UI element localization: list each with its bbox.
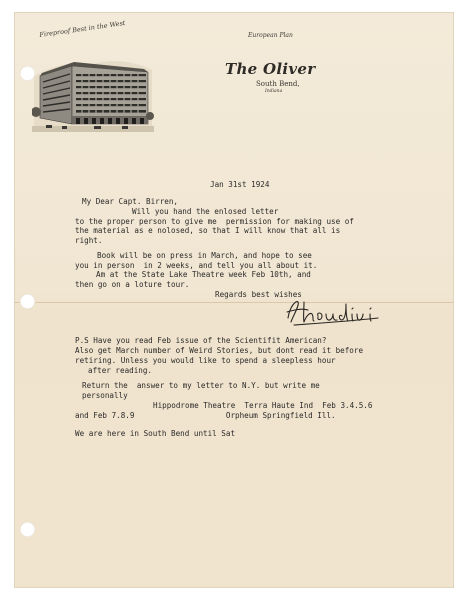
letter-body-line: Am at the State Lake Theatre week Feb 10th, and [96,270,311,279]
punch-hole-middle [20,294,35,309]
letterhead-city: South Bend, [256,80,300,88]
letter-closing: Regards best wishes [215,290,302,299]
hotel-building-illustration [32,46,154,132]
letter-body-line: then go on a loture tour. [75,280,190,289]
letter-page [14,12,454,588]
postscript-line: We are here in South Bend until Sat [75,429,236,438]
letterhead-hotel-name: The Oliver [225,60,316,78]
letter-body-line: Will you hand the enlosed letter [132,207,279,216]
letterhead-state: Indiana [265,89,283,94]
postscript-line: Also get March number of Weird Stories, but dont read it before [75,346,364,355]
postscript-line: P.S Have you read Feb issue of the Scientifit American? [75,336,327,345]
postscript-line: and Feb 7.8.9 Orpheum Springfield Ill. [75,411,336,420]
punch-hole-bottom [20,522,35,537]
postscript-line: after reading. [88,366,153,375]
letter-salutation: My Dear Capt. Birren, [82,197,179,206]
letter-body-line: right. [75,236,103,245]
letterhead-tagline-right: European Plan [248,32,293,39]
letter-body-line: you in person in 2 weeks, and tell you all about it. [75,261,318,270]
letter-body-line: to the proper person to give me permission for making use of [75,217,354,226]
postscript-line: Hippodrome Theatre Terra Haute Ind Feb 3.4.5.6 [153,401,373,410]
postscript-line: Return the answer to my letter to N.Y. but write me [82,381,320,390]
paper-fold-crease [14,302,454,303]
letterhead-tagline-left: Fireproof Best in the West [38,19,126,39]
signature-image [282,292,382,332]
letter-body-line: Book will be on press in March, and hope to see [97,251,312,260]
postscript-line: retiring. Unless you would like to spend a sleepless hour [75,356,336,365]
postscript-line: personally [82,391,128,400]
letter-date: Jan 31st 1924 [210,180,270,189]
letter-body-line: the material as e nolosed, so that I will know that all is [75,226,341,235]
